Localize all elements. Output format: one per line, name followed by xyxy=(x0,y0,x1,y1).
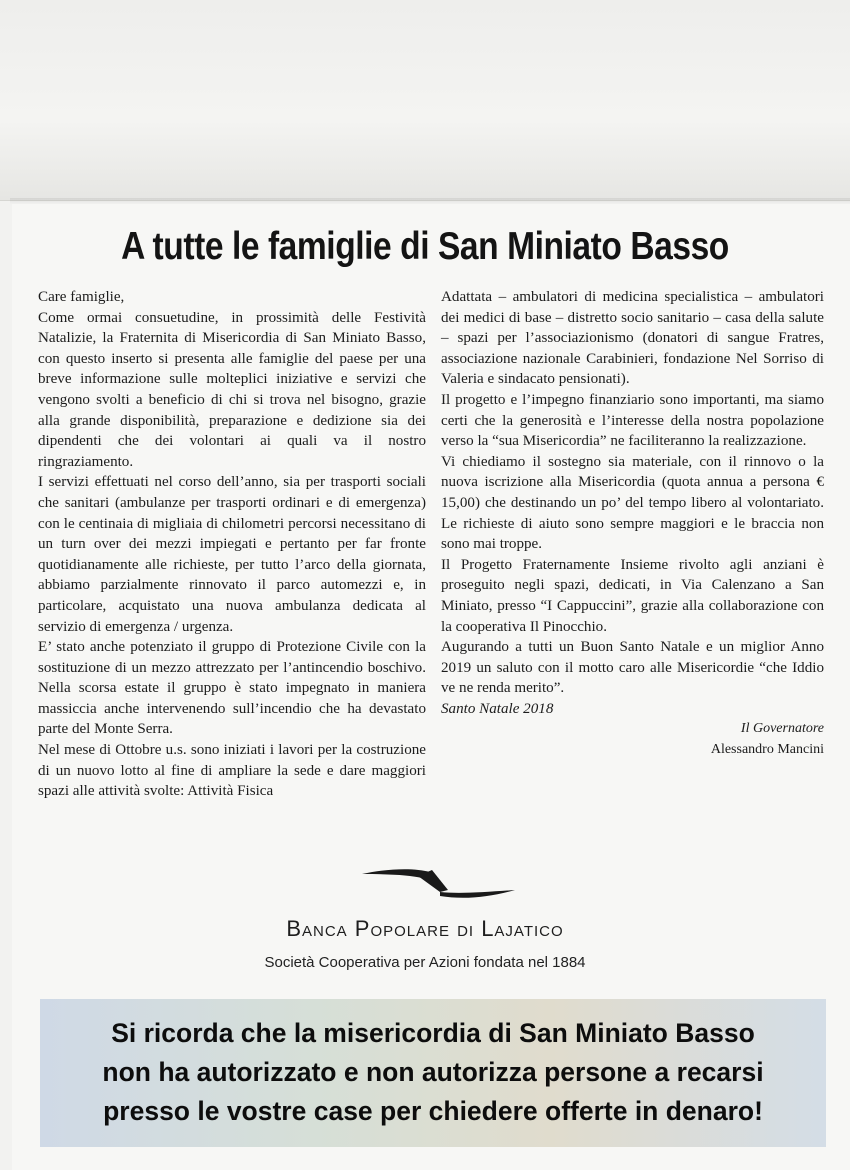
notice-line: Si ricorda che la misericordia di San Miniato Basso xyxy=(111,1018,755,1048)
paragraph-construction: Nel mese di Ottobre u.s. sono iniziati i lavori per la costruzione di un nuovo lotto al fine di ampliare la sede e dare maggiori spazi alle attività svolte: Attività Fisica xyxy=(38,742,426,800)
sponsor-block xyxy=(0,862,850,982)
paragraph-salutation: Care famiglie, xyxy=(38,289,125,305)
signoff-date: Santo Natale 2018 xyxy=(441,700,554,717)
sponsor-subtitle: Società Cooperativa per Azioni fondata nel 1884 xyxy=(264,954,586,971)
paragraph-elderly-project: Il Progetto Fraternamente Insieme rivolto agli anziani è proseguito negli spazi, dedicati, in Via Calenzano a San Miniato, presso “I Cappuccini”, grazie alla collaborazione con la cooperativa Il Pinocchio. xyxy=(441,556,824,635)
notice-line: non ha autorizzato e non autorizza persone a recarsi xyxy=(102,1057,764,1087)
signoff-name: Alessandro Mancini xyxy=(710,742,824,758)
notice-line: presso le vostre case per chiedere offerte in denaro! xyxy=(103,1096,763,1126)
paragraph-civil-protection: E’ stato anche potenziato il gruppo di Protezione Civile con la sostituzione di un mezzo attrezzato per l’antincendio boschivo. Nella scorsa estate il gruppo è stato impegnato in maniera massiccia anche intervenendo sull’incendio che ha devastato parte del Monte Serra. xyxy=(38,639,426,738)
right-column xyxy=(441,287,824,761)
paragraph-support: Vi chiediamo il sostegno sia materiale, con il rinnovo o la nuova iscrizione alla Misericordia (quota annua a persona € 15,00) che destinando un po’ del tempo libero al volontariato. Le richieste di aiuto sono sempre maggiori e le braccia non sono mai troppe. xyxy=(441,453,824,553)
paragraph-facilities: Adattata – ambulatori di medicina specialistica – ambulatori dei medici di base – distretto socio sanitario – casa della salute – spazi per l’associazionismo (donatori di sangue Fratres, associazione nazionale Carabinieri, fondazione Nel Sorriso di Valeria e sindacato pensionati). xyxy=(441,289,824,388)
warning-notice xyxy=(40,999,826,1147)
paragraph-project: Il progetto e l’impegno finanziario sono importanti, ma siamo certi che la generosità e l’interesse della nostra popolazione verso la “sua Misericordia” ne faciliteranno la realizzazione. xyxy=(441,391,824,450)
page-title: A tutte le famiglie di San Miniato Basso xyxy=(121,225,729,268)
signoff-role: Il Governatore xyxy=(740,721,824,737)
paragraph-services: I servizi effettuati nel corso dell’anno, sia per trasporti sociali che sanitari (ambulanze per trasporti ordinari e di emergenza) con le centinaia di migliaia di chilometri percorsi necessitano di un turn over dei mezzi impiegati e pertanto per far fronte quotidianamente alle richieste, per tutto l’arco della giornata, abbiamo parzialmente rinnovato il parco automezzi e, in particolare, acquistato una nuova ambulanza dedicata al servizio di emergenza / urgenza. xyxy=(38,474,426,635)
left-column xyxy=(38,287,426,802)
folded-page-top xyxy=(0,0,850,201)
paragraph-intro: Come ormai consuetudine, in prossimità delle Festività Natalizie, la Fraternita di Misericordia di San Miniato Basso, con questo inserto si presenta alle famiglie del paese per una breve informazione sulle molteplici iniziative e servizi che vengono svolti a beneficio di chi si trova nel bisogno, grazie alla grande disponibilità, preparazione e dedizione sia dei dipendenti che dei volontari ai quali va il nostro ringraziamento. xyxy=(38,309,426,470)
bird-swoosh-logo-icon xyxy=(360,864,520,910)
paragraph-greetings: Augurando a tutti un Buon Santo Natale e un miglior Anno 2019 un saluto con il motto caro alle Misericordie “che Iddio ve ne renda merito”. xyxy=(441,639,824,697)
sponsor-name: Banca Popolare di Lajatico xyxy=(286,916,564,941)
